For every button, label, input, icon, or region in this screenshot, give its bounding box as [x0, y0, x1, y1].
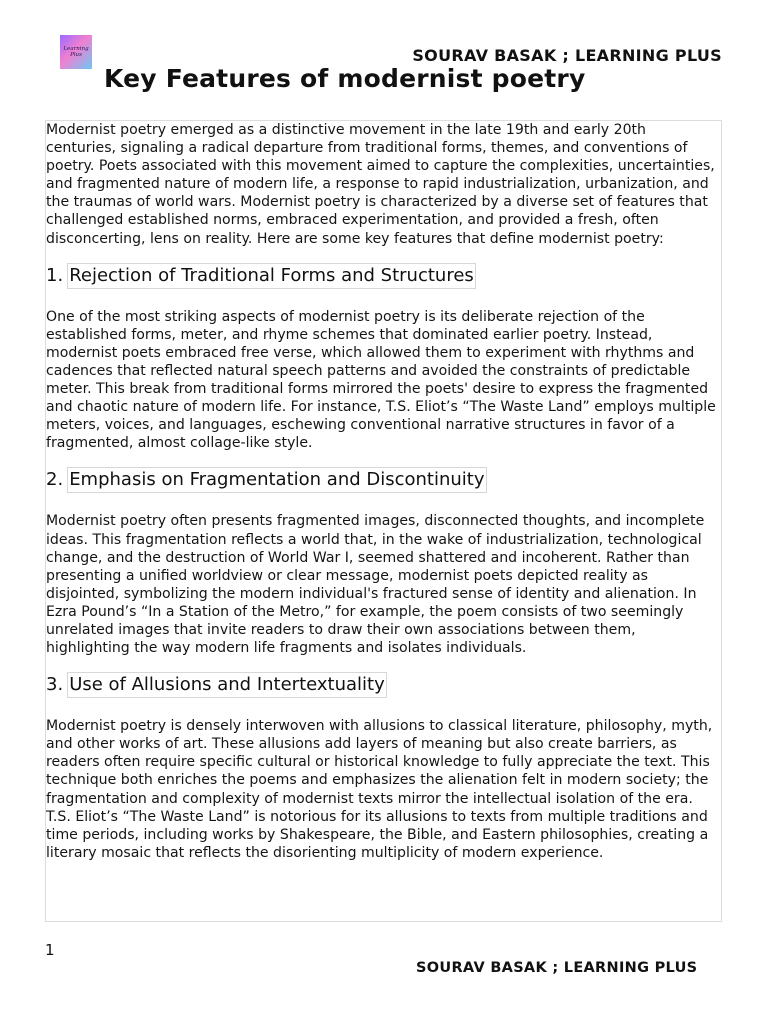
section-heading-text: Emphasis on Fragmentation and Discontinuity — [67, 467, 486, 493]
document-body — [45, 120, 722, 922]
header-author: SOURAV BASAK ; LEARNING PLUS — [412, 46, 722, 65]
section-heading-text: Rejection of Traditional Forms and Structures — [67, 263, 476, 289]
learning-plus-logo — [60, 35, 92, 69]
intro-paragraph: Modernist poetry emerged as a distinctive movement in the late 19th and early 20th centuries, signaling a radical departure from traditional forms, themes, and conventions of poetry. Poets associated with this movement aimed to capture the complexities, uncertainties, and fragmented nature of modern life, a response to rapid industrialization, urbanization, and the traumas of world wars. Modernist poetry is characterized by a diverse set of features that challenged established norms, embraced experimentation, and provided a fresh, often disconcerting, lens on reality. Here are some key features that define modernist poetry: — [46, 122, 715, 247]
footer-author: SOURAV BASAK ; LEARNING PLUS — [416, 960, 698, 976]
section-body-1: One of the most striking aspects of modernist poetry is its deliberate rejection of the established forms, meter, and rhyme schemes that dominated earlier poetry. Instead, modernist poets embraced free verse, which allowed them to experiment with rhythms and cadences that reflected natural speech patterns and avoided the constraints of predictable meter. This break from traditional forms mirrored the poets' desire to express the fragmented and chaotic nature of modern life. For instance, T.S. Eliot’s “The Waste Land” employs multiple meters, voices, and languages, eschewing conventional narrative structures in favor of a fragmented, almost collage-like style. — [46, 308, 716, 452]
section-heading-3 — [46, 672, 721, 698]
section-heading-text: Use of Allusions and Intertextuality — [67, 672, 387, 698]
logo-text: Learning Plus — [63, 46, 89, 58]
section-number: 1. — [46, 264, 64, 286]
section-heading-1 — [46, 263, 721, 289]
section-number: 2. — [46, 469, 64, 491]
section-heading-2 — [46, 467, 721, 493]
document-title: Key Features of modernist poetry — [104, 64, 586, 93]
section-body-2: Modernist poetry often presents fragmented images, disconnected thoughts, and incomplete ideas. This fragmentation reflects a world that, in the wake of industrialization, technological change, and the destruction of World War I, seemed shattered and incoherent. Rather than presenting a unified worldview or clear message, modernist poets depicted reality as disjointed, symbolizing the modern individual's fractured sense of identity and alienation. In Ezra Pound’s “In a Station of the Metro,” for example, the poem consists of two seemingly unrelated images that invite readers to draw their own associations between them, highlighting the way modern life fragments and isolates individuals. — [46, 513, 705, 657]
section-number: 3. — [46, 674, 64, 696]
page-number: 1 — [45, 941, 55, 959]
section-body-3: Modernist poetry is densely interwoven with allusions to classical literature, philosophy, myth, and other works of art. These allusions add layers of meaning but also create barriers, as readers often require specific cultural or historical knowledge to fully appreciate the text. This technique both enriches the poems and emphasizes the alienation felt in modern society; the fragmentation and complexity of modernist texts mirror the intellectual isolation of the era. T.S. Eliot’s “The Waste Land” is notorious for its allusions to texts from multiple traditions and time periods, including works by Shakespeare, the Bible, and Eastern philosophies, creating a literary mosaic that reflects the disorienting multiplicity of modern experience. — [46, 718, 713, 861]
